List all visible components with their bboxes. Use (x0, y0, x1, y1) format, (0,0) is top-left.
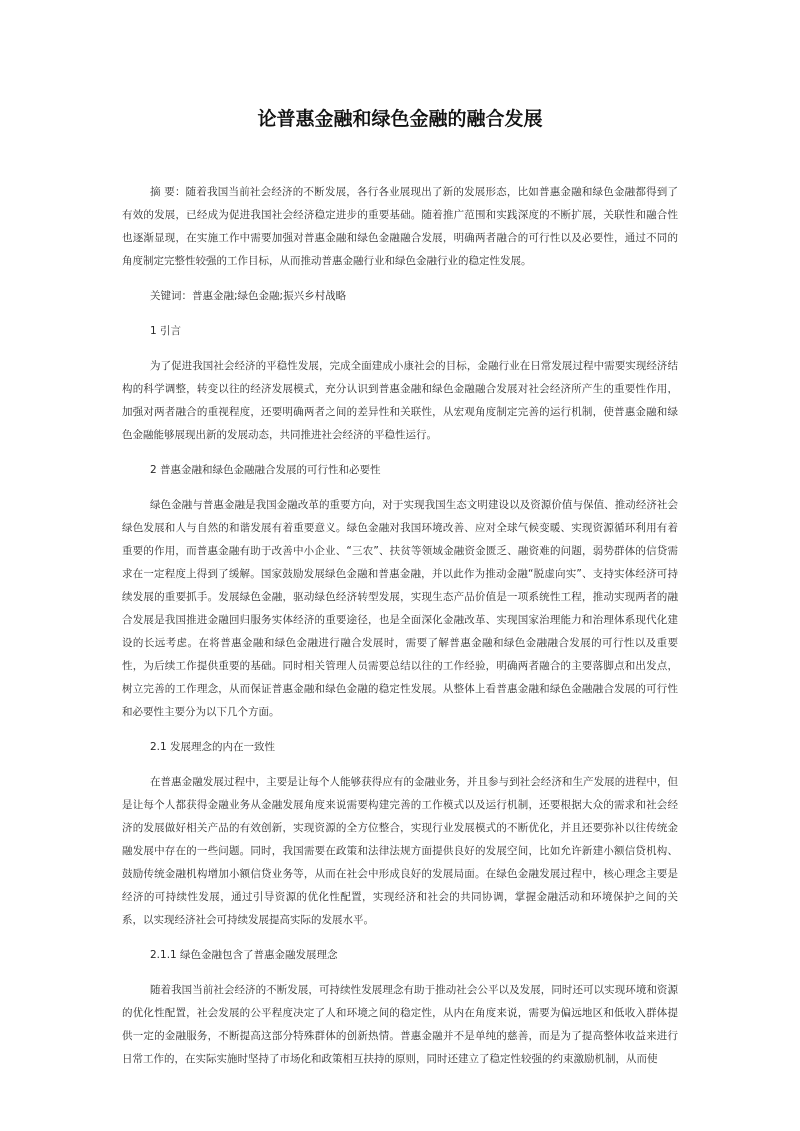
section-2-1-heading: 2.1 发展理念的内在一致性 (150, 741, 276, 753)
document-body (122, 181, 678, 1071)
section-2-1-1-paragraph: 随着我国当前社会经济的不断发展，可持续性发展理念有助于推动社会公平以及发展，同时还可以实现环境和资源的优化性配置，社会发展的公平程度决定了人和环境之间的稳定性，从内在角度来说，需要为偏远地区和低收入群体提供一定的金融服务，不断提高这部分特殊群体的创新热情。普惠金融并不是单纯的慈善，而是为了提高整体收益来进行日常工作的，在实际实施时坚持了市场化和政策相互扶持的原则，同时还建立了稳定性较强的约束激励机制，从而使 (122, 984, 678, 1065)
section-2-1-paragraph: 在普惠金融发展过程中，主要是让每个人能够获得应有的金融业务，并且参与到社会经济和生产发展的进程中，但是让每个人都获得金融业务从金融发展角度来说需要构建完善的工作模式以及运行机制，还要根据大众的需求和社会经济的发展做好相关产品的有效创新，实现资源的全方位整合，实现行业发展模式的不断优化，并且还要弥补以往传统金融发展中存在的一些问题。同时，我国需要在政策和法律法规方面提供良好的发展空间，比如允许新建小额信贷机构、鼓励传统金融机构增加小额信贷业务等，从而在社会中形成良好的发展局面。在绿色金融发展过程中，核心理念主要是经济的可持续性发展，通过引导资源的优化性配置，实现经济和社会的共同协调，掌握金融活动和环境保护之间的关系，以实现经济社会可持续发展提高实际的发展水平。 (122, 776, 678, 926)
abstract-paragraph: 摘 要：随着我国当前社会经济的不断发展，各行各业展现出了新的发展形态，比如普惠金融和绿色金融都得到了有效的发展，已经成为促进我国社会经济稳定进步的重要基础。随着推广范围和实践深度的不断扩展，关联性和融合性也逐渐显现，在实施工作中需要加强对普惠金融和绿色金融融合发展，明确两者融合的可行性以及必要性，通过不同的角度制定完整性较强的工作目标，从而推动普惠金融行业和绿色金融行业的稳定性发展。 (122, 186, 678, 267)
section-2-1-1-heading: 2.1.1 绿色金融包含了普惠金融发展理念 (150, 949, 338, 961)
section-2-paragraph: 绿色金融与普惠金融是我国金融改革的重要方向，对于实现我国生态文明建设以及资源价值与保值、推动经济社会绿色发展和人与自然的和谐发展有着重要意义。绿色金融对我国环境改善、应对全球气候变暖、实现资源循环利用有着重要的作用，而普惠金融有助于改善中小企业、“三农”、扶贫等领域金融资金匮乏、融资难的问题，弱势群体的信贷需求在一定程度上得到了缓解。国家鼓励发展绿色金融和普惠金融，并以此作为推动金融“脱虚向实”、支持实体经济可持续发展的重要抓手。发展绿色金融，驱动绿色经济转型发展，实现生态产品价值是一项系统性工程，推动实现两者的融合发展是我国推进金融回归服务实体经济的重要途径，也是全面深化金融改革、实现国家治理能力和治理体系现代化建设的长远考虑。在将普惠金融和绿色金融进行融合发展时，需要了解普惠金融和绿色金融融合发展的可行性以及重要性，为后续工作提供重要的基础。同时相关管理人员需要总结以往的工作经验，明确两者融合的主要落脚点和出发点，树立完善的工作理念，从而保证普惠金融和绿色金融的稳定性发展。从整体上看普惠金融和绿色金融融合发展的可行性和必要性主要分为以下几个方面。 (122, 499, 678, 718)
section-1-heading: 1 引言 (150, 325, 182, 337)
section-2-heading: 2 普惠金融和绿色金融融合发展的可行性和必要性 (150, 464, 381, 476)
section-1-paragraph: 为了促进我国社会经济的平稳性发展，完成全面建成小康社会的目标，金融行业在日常发展过程中需要实现经济结构的科学调整，转变以往的经济发展模式，充分认识到普惠金融和绿色金融融合发展对社会经济所产生的重要性作用，加强对两者融合的重视程度，还要明确两者之间的差异性和关联性，从宏观角度制定完善的运行机制，使普惠金融和绿色金融能够展现出新的发展动态，共同推进社会经济的平稳性运行。 (122, 360, 678, 441)
document-title: 论普惠金融和绿色金融的融合发展 (257, 108, 543, 130)
keywords-line: 关键词：普惠金融;绿色金融;振兴乡村战略 (150, 290, 347, 302)
